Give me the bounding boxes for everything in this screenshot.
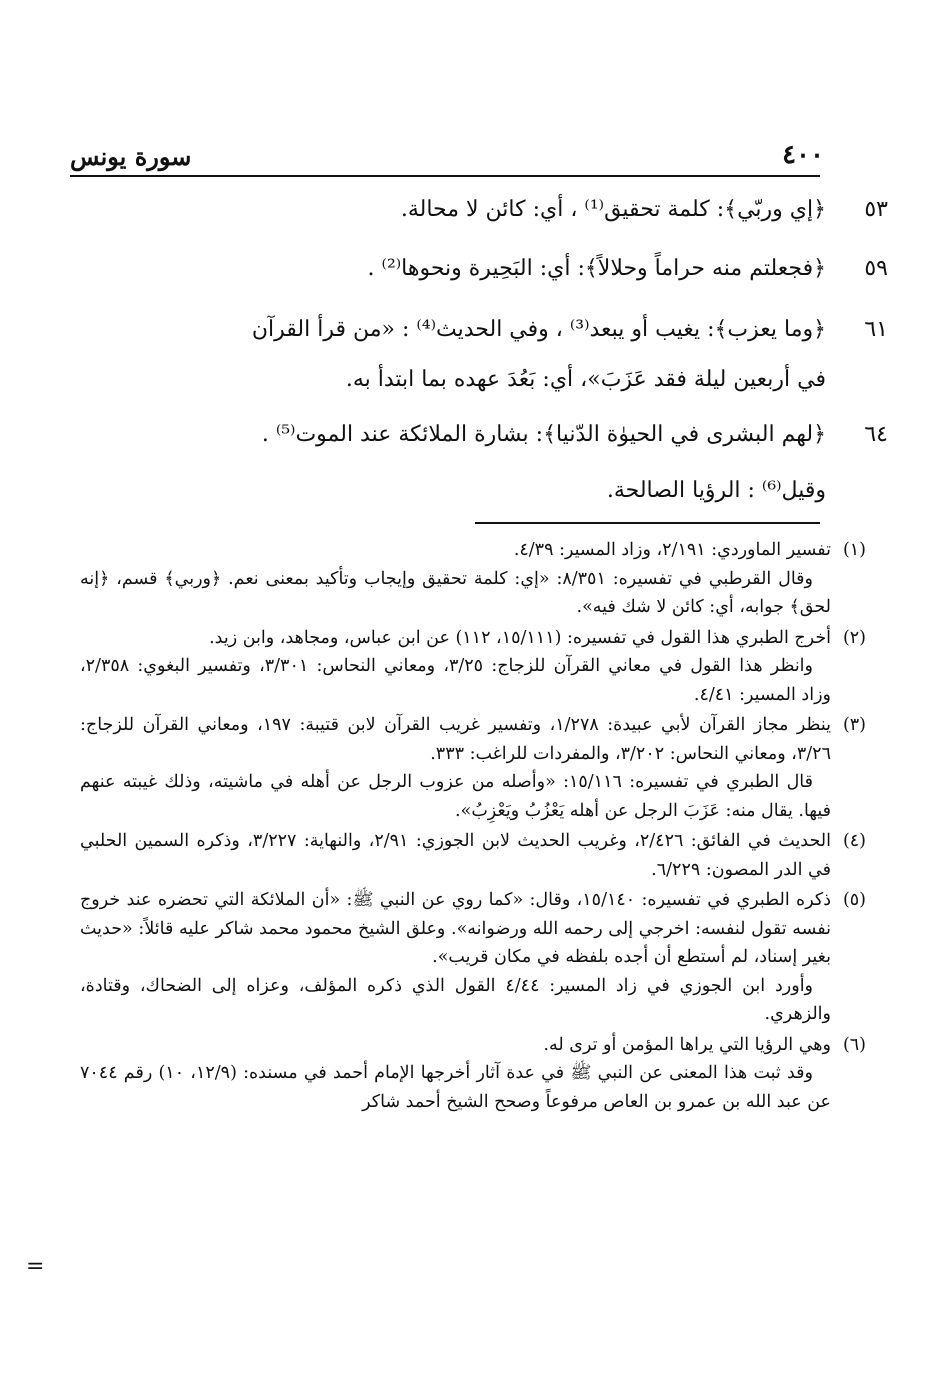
footnotes	[80, 536, 866, 1118]
footnote-text: وهي الرؤيا التي يراها المؤمن أو ترى له.	[543, 1034, 831, 1055]
footnote-number: (٥)	[842, 890, 866, 910]
entry-text: ﴿لهم البشرى في الحيوٰة الدّنيا﴾: بشارة الملائكة عند الموت⁽⁵⁾ .	[261, 422, 826, 447]
verse-entry	[70, 410, 888, 516]
verse-number: ٥٩	[864, 256, 888, 281]
entry-text: ﴿وما يعزب﴾: يغيب أو يبعد⁽³⁾ ، وفي الحديث⁽⁴⁾ : «من قرأ القرآن	[251, 317, 826, 342]
verse-entry	[70, 244, 888, 294]
footnote	[80, 827, 866, 884]
header-rule	[70, 175, 820, 177]
footnote	[80, 711, 866, 825]
footnote	[80, 624, 866, 710]
verse-number: ٥٣	[864, 197, 888, 222]
footnote-number: (٤)	[842, 831, 866, 851]
verse-entry	[70, 185, 888, 235]
footnote-text: وأورد ابن الجوزي في زاد المسير: ٤/٤٤ القول الذي ذكره المؤلف، وعزاه إلى الضحاك، وقتادة، والزهري.	[80, 975, 831, 1024]
verse-number: ٦٤	[864, 422, 888, 447]
footnote	[80, 1031, 866, 1117]
continuation-mark: =	[26, 1254, 45, 1279]
entry-text-continued: وقيل⁽⁶⁾ : الرؤيا الصالحة.	[606, 478, 826, 503]
verse-number: ٦١	[864, 317, 888, 342]
entry-text: ﴿إي وربّي﴾: كلمة تحقيق⁽¹⁾ ، أي: كائن لا محالة.	[400, 197, 826, 222]
footnote-separator	[475, 522, 820, 524]
footnote-text: الحديث في الفائق: ٢/٤٢٦، وغريب الحديث لابن الجوزي: ٢/٩١، والنهاية: ٣/٢٢٧، وذكره السمين الحلبي في الدر المصون: ٦/٢٢٩.	[80, 831, 831, 880]
footnote-text: تفسير الماوردي: ٢/١٩١، وزاد المسير: ٤/٣٩.	[513, 540, 831, 560]
entry-text-continued: في أربعين ليلة فقد عَزَبَ»، أي: بَعُدَ عهده بما ابتدأ به.	[345, 367, 826, 392]
footnote-text: ذكره الطبري في تفسيره: ١٥/١٤٠، وقال: «كما روي عن النبي ﷺ: «أن الملائكة التي تحضره عند خروج نفسه تقول لنفسه: اخرجي إلى رحمه الله ورضوانه». وعلق الشيخ محمود محمد شاكر عليه قائلاً: «حديث بغير إسناد، لم أستطع أن أجده بلفظه في مكان قريب».	[80, 890, 832, 967]
entry-text: ﴿فجعلتم منه حراماً وحلالاً﴾: أي: البَحِيرة ونحوها⁽²⁾ .	[367, 256, 826, 281]
footnote-number: (٢)	[842, 627, 866, 648]
footnote-text: ينظر مجاز القرآن لأبي عبيدة: ١/٢٧٨، وتفسير غريب القرآن لابن قتيبة: ١٩٧، ومعاني القرآن للزجاج: ٣/٢٦، ومعاني النحاس: ٣/٢٠٢، والمفردات للراغب: ٣٣٣.	[80, 715, 831, 764]
page-number: ٤٠٠	[782, 140, 824, 170]
footnote-text: وقال القرطبي في تفسيره: ٨/٣٥١: «إي: كلمة تحقيق وإيجاب وتأكيد بمعنى نعم. ﴿وربي﴾ قسم، ﴿إنه لحق﴾ جوابه، أي: كائن لا شك فيه».	[80, 568, 831, 617]
verse-entry	[70, 305, 888, 405]
footnote	[80, 886, 866, 1029]
footnote-text: وقد ثبت هذا المعنى عن النبي ﷺ في عدة آثار أخرجها الإمام أحمد في مسنده: (١٢/٩، ١٠) رقم ٧٠٤٤ عن عبد الله بن عمرو بن العاص مرفوعاً وصحح الشيخ أحمد شاكر	[80, 1063, 831, 1112]
footnote-text: قال الطبري في تفسيره: ١٥/١١٦: «وأصله من عزوب الرجل عن أهله في ماشيته، وذلك غيبته عنهم فيها. يقال منه: عَزَبَ الرجل عن أهله يَعْزُبُ ويَعْزِبُ».	[80, 772, 831, 821]
running-header-surah: سورة يونس	[70, 142, 192, 171]
footnote-text: أخرج الطبري هذا القول في تفسيره: (١٥/١١١، ١١٢) عن ابن عباس، ومجاهد، وابن زيد.	[209, 627, 831, 648]
footnote-number: (٣)	[842, 715, 866, 735]
footnote	[80, 536, 866, 622]
footnote-text: وانظر هذا القول في معاني القرآن للزجاج: ٣/٢٥، ومعاني النحاس: ٣/٣٠١، وتفسير البغوي: ٢/٣٥٨، وزاد المسير: ٤/٤١.	[80, 656, 831, 705]
footnote-number: (٦)	[842, 1034, 866, 1055]
footnote-number: (١)	[842, 540, 866, 560]
